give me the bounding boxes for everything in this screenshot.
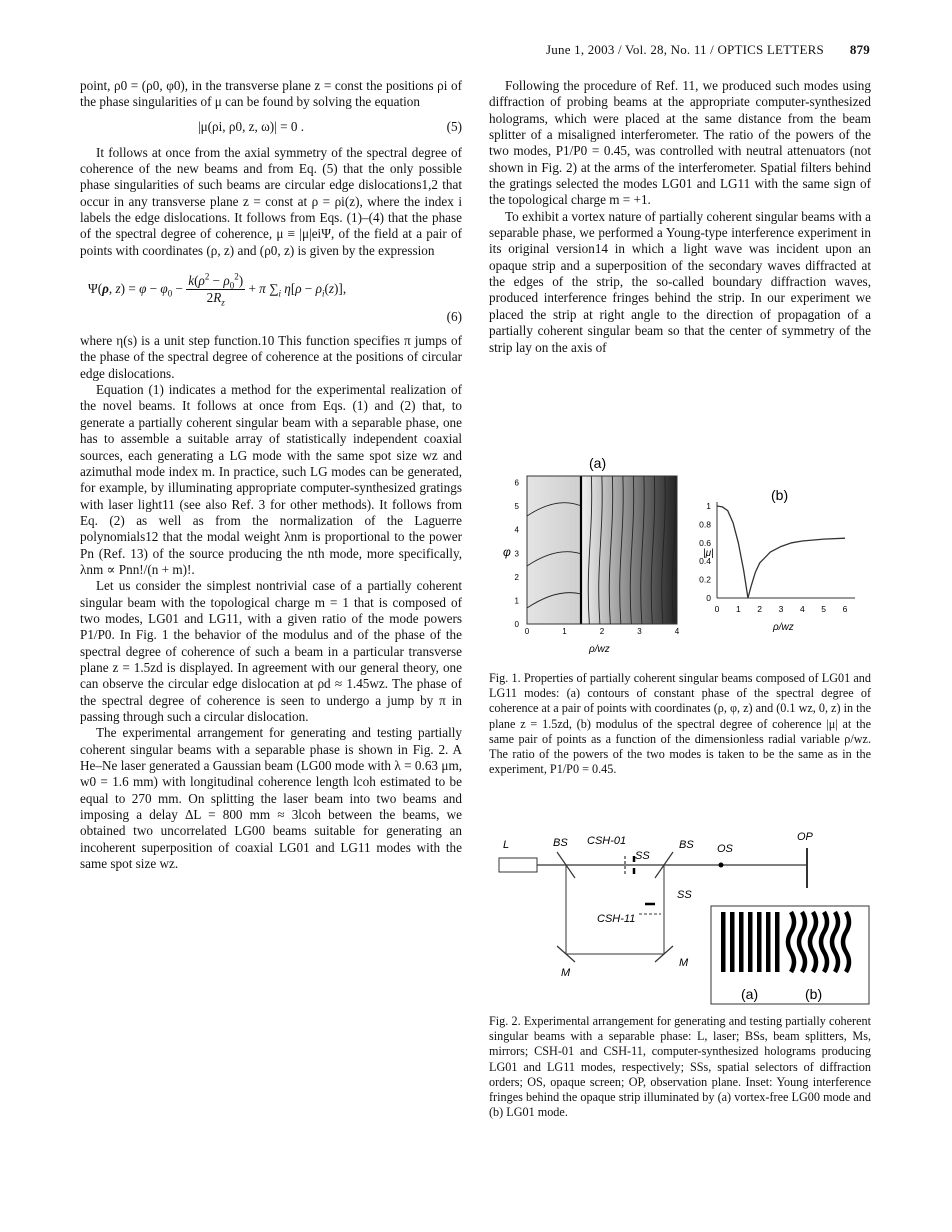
fig2-label-ss1: SS (635, 850, 650, 862)
fig1-panel-b (699, 487, 855, 633)
fig1a-xlabel: ρ/wz (589, 644, 610, 655)
fig1b-xtick-label: 4 (799, 604, 805, 614)
figure-1 (489, 452, 871, 662)
fig1b-ytick-label: 0.8 (699, 519, 711, 530)
fringe-bar (766, 912, 771, 972)
fig1a-ytick-label: 3 (514, 549, 519, 559)
fig2-label-os: OS (717, 843, 733, 855)
fig1a-yticks (515, 479, 520, 629)
fig1b-ytick-label: 0.2 (699, 574, 711, 585)
right-column (489, 78, 871, 356)
left-paragraph-1: point, ρ0 = (ρ0, φ0), in the transverse plane z = const the positions ρi of the phase singularities of μ can be found by solving the equation (80, 78, 462, 110)
fig1a-ytick-label: 5 (514, 502, 519, 512)
fig2-laser (499, 858, 537, 872)
fig1b-xtick-label: 3 (778, 604, 784, 614)
fig1a-ytick-label: 0 (514, 620, 519, 629)
equation-5-body: |μ(ρi, ρ0, z, ω)| = 0 . (197, 118, 305, 134)
fig1-label-b: (b) (771, 487, 789, 503)
fig1b-xtick-label: 0 (714, 604, 720, 614)
left-paragraph-5: Let us consider the simplest nontrivial case of a partially coherent singular beam with the topological charge m = 1 that is composed of two modes, LG01 and LG11, with a given ratio of the mode powers P1/P0. In Fig. 1 the behavior of the modulus and of the phase of the spectral degree of coherence of such a beam in a particular transverse plane z = 1.5zd is displayed. In agreement with our general theory, one can observe the circular edge dislocation at ρd ≈ 1.45wz. The phase of the spectral degree of coherence is seen to undergo a jump by π in passing through such a circular dislocation. (80, 578, 462, 724)
fig1b-xticks (715, 604, 848, 614)
fringe-bar (757, 912, 762, 972)
fig1b-curve (717, 506, 845, 598)
fig1a-xtick-label: 3 (637, 627, 642, 636)
right-paragraph-1: Following the procedure of Ref. 11, we produced such modes using diffraction of probing beams at the appropriate computer-synthesized holograms, which were placed at the same distance from the beam splitter of a misaligned interferometer. The ratio of the powers of the two modes, P1/P0 = 0.45, was controlled with neutral attenuators (not shown in Fig. 2) at the arms of the interferometer. Spatial filters behind the gratings selected the modes LG01 and LG11 with the same sign of the topological charge m = +1. (489, 78, 871, 208)
fig2-label-bs2: BS (679, 839, 694, 851)
fig2-opaque-screen (719, 863, 724, 868)
left-paragraph-4: Equation (1) indicates a method for the experimental realization of the novel beams. It follows at once from Eqs. (1) and (2) that, to generate a partially coherent singular beam with a separable phase, one has to assemble a suitable array of statistically independent coaxial sources, each generating a LG mode with the same spot size wz and azimuthal mode index m. In practice, such LG modes can be generated, for example, by illuminating appropriate computer-synthesized gratings with laser light11 (see also Ref. 3 for other methods). It follows from Eq. (2) as well as from the normalization of the Laguerre polynomials12 that the modal weight λnm is proportional to the power Pn (Ref. 13) of the source producing the nth mode, more specifically, λnm ∝ Pnn!/(n + m)!. (80, 382, 462, 577)
left-column (80, 78, 462, 872)
equation-6-number: (6) (446, 309, 462, 325)
equation-5-number: (5) (446, 118, 462, 134)
fig2-label-csh11: CSH-11 (597, 913, 636, 925)
fringe-bar (721, 912, 726, 972)
fig1a-ytick-label: 4 (514, 525, 519, 535)
fig2-label-L: L (503, 839, 510, 851)
fig1b-xlabel: ρ/wz (773, 622, 794, 633)
fig1b-xtick-label: 5 (821, 604, 827, 614)
fig1a-xtick-label: 0 (524, 627, 530, 636)
fig1a-ytick-label: 2 (514, 572, 519, 582)
fig1-panel-a (503, 476, 680, 655)
fig2-label-csh01: CSH-01 (587, 835, 627, 847)
equation-6 (80, 259, 462, 333)
fig2-label-bs1: BS (553, 837, 568, 849)
fig1a-ylabel: φ (503, 545, 511, 559)
fig1a-xtick-label: 2 (599, 627, 605, 636)
fringe-bar (730, 912, 735, 972)
equation-5 (80, 111, 462, 145)
equation-6-body: Ψ(ρ, $z) = \varphi - \varphi_0$ − $\frac{k(\rho^2 - \rho_0^2)}{2R_z}$ + π $\sum_i$ $\eta[\rho - \rho_i(z)]$, (88, 271, 347, 309)
figure-1-caption: Fig. 1. Properties of partially coherent singular beams composed of LG01 and LG11 modes: (a) contours of constant phase of the spectral degree of coherence at a pair of points with coordinates (ρ, φ, z) and (0.1 wz, 0, z) in the plane z = 1.5zd, (b) modulus of the spectral degree of coherence |μ| at the same pair of points as a function of the dimensionless radial variable ρ/wz. The ratio of the powers of the two modes is taken to be the same as in the experiment, P1/P0 = 0.45. (489, 671, 871, 777)
fig1a-right-region (581, 476, 677, 624)
fig1b-xtick-label: 1 (735, 604, 741, 614)
fig1a-xtick-label: 1 (562, 627, 567, 636)
fig1a-xticks (525, 627, 680, 636)
fig2-label-m2: M (679, 957, 689, 969)
fig1-label-a: (a) (589, 455, 607, 471)
fig2-label-m1: M (561, 967, 571, 979)
fig1b-ytick-label: 0.4 (699, 556, 711, 567)
fig2-inset-label-a: (a) (741, 986, 759, 1002)
fig2-label-ss2: SS (677, 889, 692, 901)
fig1b-ylabel: |μ| (703, 548, 714, 559)
fig2-inset-label-b: (b) (805, 986, 823, 1002)
fig1a-xtick-label: 4 (674, 627, 680, 636)
page-number: 879 (849, 42, 870, 57)
fig2-interferometer-arm (566, 865, 664, 954)
fringe-bar (775, 912, 780, 972)
fig1a-ytick-label: 1 (514, 596, 519, 606)
fig1b-ytick-label: 0 (706, 593, 711, 603)
right-paragraph-2: To exhibit a vortex nature of partially coherent singular beams with a separable phase, we performed a Young-type interference experiment in its original version14 in which a light wave was incident upon an opaque strip and a superposition of the secondary waves diffracted at the edges of the strip, the so-called boundary diffraction waves, produced interference fringes behind the strip. In our experiment we placed the strip at right angle to the direction of propagation of a partially coherent singular beam so that the center of symmetry of the strip lay on the axis of (489, 208, 871, 355)
fig1b-ytick-label: 0.6 (699, 537, 711, 548)
running-title: June 1, 2003 / Vol. 28, No. 11 / OPTICS LETTERS (546, 42, 824, 57)
fig1b-ytick-label: 1 (706, 501, 711, 511)
figure-2 (489, 826, 871, 1006)
fringe-bar (748, 912, 753, 972)
fig1b-xtick-label: 6 (842, 604, 848, 614)
fig1a-ytick-label: 6 (514, 478, 519, 488)
fig1b-xtick-label: 2 (757, 604, 763, 614)
left-paragraph-3: where η(s) is a unit step function.10 This function specifies π jumps of the phase of the spectral degree of coherence at the positions of circular edge dislocations. (80, 333, 462, 381)
fig2-label-op: OP (797, 831, 813, 843)
running-header (0, 42, 870, 58)
figure-2-caption: Fig. 2. Experimental arrangement for generating and testing partially coherent singular beams with a separable phase: L, laser; BSs, beam splitters, Ms, mirrors; CSH-01 and CSH-11, computer-synthesized holograms producing LG01 and LG11 modes, respectively; SSs, spatial selectors of diffraction orders; OS, opaque screen; OP, observation plane. Inset: Young interference fringes behind the opaque strip illuminated by (a) vortex-free LG00 mode and (b) LG01 mode. (489, 1014, 871, 1120)
left-paragraph-6: The experimental arrangement for generating and testing partially coherent singular beams with a separable phase is shown in Fig. 2. A He–Ne laser generated a Gaussian beam (LG00 mode with λ = 0.63 μm, w0 = 1.6 mm) with longitudinal coherence length lcoh estimated to be equal to 270 mm. On splitting the laser beam into two beams and imposing a delay ΔL = 800 mm ≈ 3lcoh between the beams, we obtained two uncorrelated LG00 beams suitable for generating an incoherent superposition of coaxial LG01 and LG11 modes with the same spot size wz. (80, 725, 462, 872)
fringe-bar (739, 912, 744, 972)
left-paragraph-2: It follows at once from the axial symmetry of the spectral degree of coherence of the new beams and from Eq. (5) that the only possible phase singularities of such beams are circular edge dislocations1,2 that occur in any transverse plane z = const at ρ = ρi(z), where the index i labels the edge dislocations. It follows from Eqs. (1)–(4) that the phase of the spectral degree of coherence, μ ≡ |μ|eiΨ, of the field at a pair of points with coordinates (ρ, z) and (ρ0, z) is given by the expression (80, 144, 462, 258)
